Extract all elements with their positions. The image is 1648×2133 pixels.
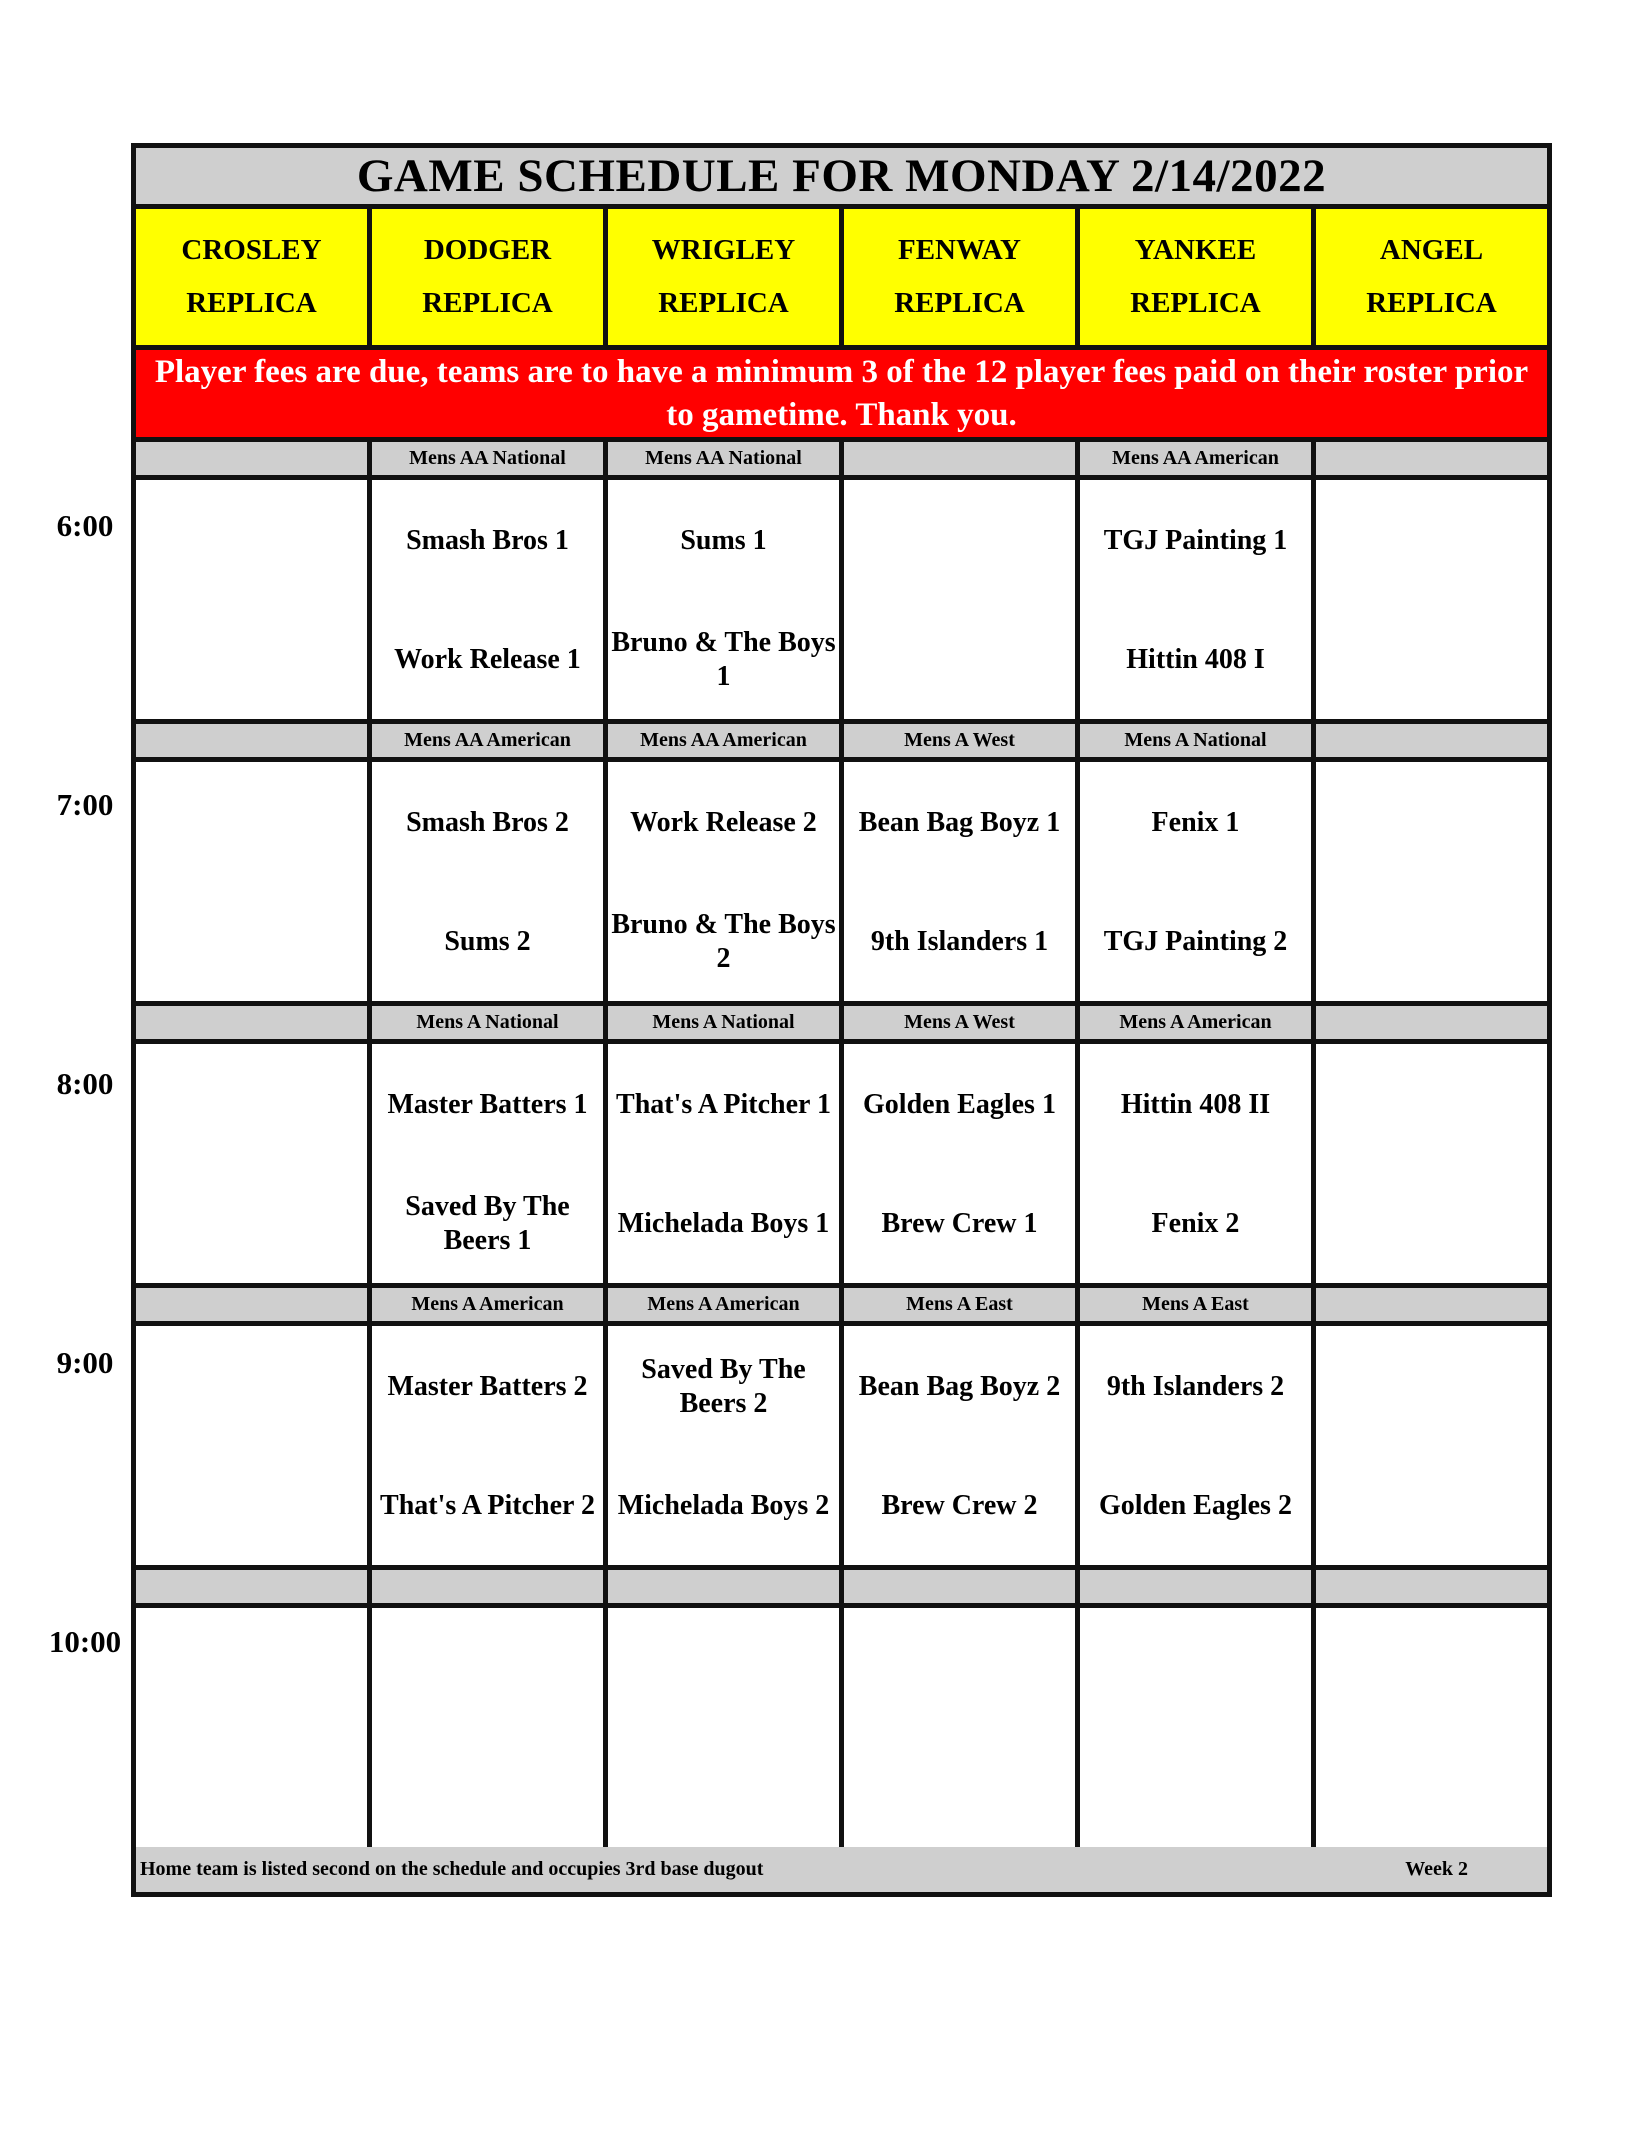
game-row (136, 762, 1547, 1006)
time-label: 6:00 (56, 508, 114, 543)
time-label: 8:00 (56, 1066, 114, 1101)
game-cell (372, 1326, 608, 1565)
away-team: Sums 1 (680, 524, 767, 556)
game-cell (372, 480, 608, 719)
division-label (1080, 1570, 1316, 1603)
game-cell (1316, 1044, 1547, 1283)
game-cell (372, 762, 608, 1001)
away-team: Smash Bros 2 (406, 806, 569, 838)
away-team: Master Batters 1 (387, 1088, 588, 1120)
game-cell (1080, 480, 1316, 719)
game-cell (844, 1044, 1080, 1283)
field-header-yankee (1080, 209, 1316, 345)
field-header-angel (1316, 209, 1547, 345)
division-label (136, 442, 372, 475)
division-label (136, 1570, 372, 1603)
division-row (136, 1570, 1547, 1608)
division-label (1316, 1006, 1547, 1039)
away-team (1316, 1326, 1547, 1447)
division-label (1316, 724, 1547, 757)
home-team (136, 1729, 367, 1847)
game-row (136, 1044, 1547, 1288)
game-cell (844, 762, 1080, 1001)
game-cell (1080, 762, 1316, 1001)
field-subtitle: REPLICA (1130, 287, 1261, 319)
field-subtitle: REPLICA (186, 287, 317, 319)
away-team: Golden Eagles 1 (863, 1088, 1056, 1120)
division-label: Mens A West (844, 1006, 1080, 1039)
game-cell (1316, 1608, 1547, 1847)
away-team: Saved By The Beers 2 (641, 1353, 806, 1419)
field-name: YANKEE (1134, 234, 1257, 266)
field-header-row (136, 209, 1547, 350)
division-label (844, 442, 1080, 475)
game-cell (136, 1608, 372, 1847)
away-team (372, 1608, 603, 1729)
division-row (136, 442, 1547, 480)
division-label: Mens AA American (608, 724, 844, 757)
home-team-note: Home team is listed second on the schedule and occupies 3rd base dugout (140, 1858, 764, 1880)
home-team: Sums 2 (444, 926, 531, 958)
game-cell (1080, 1608, 1316, 1847)
division-label: Mens A American (372, 1288, 608, 1321)
home-team: Fenix 2 (1151, 1208, 1240, 1240)
away-team: Bean Bag Boyz 2 (858, 1370, 1061, 1402)
field-name: CROSLEY (181, 234, 322, 266)
game-cell (608, 1044, 844, 1283)
away-team (136, 480, 367, 601)
game-cell (844, 1326, 1080, 1565)
home-team (1080, 1729, 1311, 1847)
home-team: Work Release 1 (394, 644, 581, 676)
game-row (136, 1608, 1547, 1847)
field-header-wrigley (608, 209, 844, 345)
fee-notice-banner: Player fees are due, teams are to have a minimum 3 of the 12 player fees paid on their roster prior to gametime. Thank you. (136, 350, 1547, 442)
week-label: Week 2 (1405, 1858, 1468, 1880)
home-team: That's A Pitcher 2 (380, 1490, 595, 1522)
division-label (1316, 442, 1547, 475)
page-title: GAME SCHEDULE FOR MONDAY 2/14/2022 (356, 150, 1327, 202)
away-team (844, 480, 1075, 601)
home-team: Brew Crew 1 (881, 1208, 1038, 1240)
title-row (136, 148, 1547, 209)
field-header-fenway (844, 209, 1080, 345)
game-row (136, 1326, 1547, 1570)
field-subtitle: REPLICA (658, 287, 789, 319)
away-team: 9th Islanders 2 (1106, 1370, 1285, 1402)
home-team: TGJ Painting 2 (1103, 926, 1288, 958)
division-label: Mens AA National (608, 442, 844, 475)
field-name: FENWAY (897, 234, 1021, 266)
away-team (136, 1326, 367, 1447)
game-cell (1316, 1326, 1547, 1565)
home-team (1316, 1447, 1547, 1565)
home-team: Brew Crew 2 (881, 1490, 1038, 1522)
division-label: Mens A National (372, 1006, 608, 1039)
division-label (136, 724, 372, 757)
field-subtitle: REPLICA (1366, 287, 1497, 319)
home-team: 9th Islanders 1 (870, 926, 1049, 958)
field-header-crosley (136, 209, 372, 345)
home-team (1316, 1165, 1547, 1283)
home-team: Bruno & The Boys 1 (611, 627, 836, 693)
home-team: Michelada Boys 2 (617, 1490, 830, 1522)
game-cell (136, 480, 372, 719)
away-team: That's A Pitcher 1 (616, 1088, 831, 1120)
game-row (136, 480, 1547, 724)
away-team: Hittin 408 II (1120, 1088, 1271, 1120)
game-cell (372, 1044, 608, 1283)
away-team (1316, 762, 1547, 883)
game-cell (608, 1326, 844, 1565)
game-cell (844, 480, 1080, 719)
game-cell (608, 480, 844, 719)
division-label: Mens A American (1080, 1006, 1316, 1039)
time-label: 10:00 (48, 1624, 122, 1659)
away-team (1316, 480, 1547, 601)
home-team (1316, 1729, 1547, 1847)
division-label: Mens A East (1080, 1288, 1316, 1321)
home-team (608, 1729, 839, 1847)
away-team (1080, 1608, 1311, 1729)
game-cell (372, 1608, 608, 1847)
away-team: Bean Bag Boyz 1 (858, 806, 1061, 838)
home-team: Hittin 408 I (1126, 644, 1265, 676)
division-label: Mens A American (608, 1288, 844, 1321)
home-team (844, 601, 1075, 719)
home-team: Golden Eagles 2 (1099, 1490, 1292, 1522)
field-name: ANGEL (1379, 234, 1484, 266)
home-team (844, 1729, 1075, 1847)
division-row (136, 1006, 1547, 1044)
game-cell (1080, 1326, 1316, 1565)
division-label: Mens A West (844, 724, 1080, 757)
division-label (372, 1570, 608, 1603)
division-label (136, 1288, 372, 1321)
division-label: Mens A National (1080, 724, 1316, 757)
home-team: Saved By The Beers 1 (405, 1191, 570, 1257)
away-team: Fenix 1 (1151, 806, 1240, 838)
game-cell (136, 762, 372, 1001)
field-subtitle: REPLICA (894, 287, 1025, 319)
home-team (1316, 883, 1547, 1001)
game-cell (1080, 1044, 1316, 1283)
division-label: Mens AA American (372, 724, 608, 757)
home-team: Bruno & The Boys 2 (611, 909, 836, 975)
game-cell (608, 1608, 844, 1847)
away-team (1316, 1608, 1547, 1729)
division-row (136, 1288, 1547, 1326)
home-team (136, 883, 367, 1001)
field-name: WRIGLEY (651, 234, 796, 266)
away-team: TGJ Painting 1 (1103, 524, 1288, 556)
game-cell (136, 1326, 372, 1565)
home-team (136, 1447, 367, 1565)
home-team (1316, 601, 1547, 719)
away-team: Work Release 2 (630, 806, 817, 838)
time-slots (136, 442, 1547, 1847)
field-name: DODGER (423, 234, 552, 266)
home-team (136, 1165, 367, 1283)
away-team (136, 1044, 367, 1165)
division-label (844, 1570, 1080, 1603)
away-team: Master Batters 2 (387, 1370, 588, 1402)
home-team (136, 601, 367, 719)
away-team (136, 1608, 367, 1729)
away-team (844, 1608, 1075, 1729)
division-row (136, 724, 1547, 762)
game-cell (1316, 762, 1547, 1001)
field-subtitle: REPLICA (422, 287, 553, 319)
away-team (608, 1608, 839, 1729)
footer-row (136, 1847, 1547, 1892)
field-header-dodger (372, 209, 608, 345)
game-cell (608, 762, 844, 1001)
time-label: 7:00 (56, 787, 114, 822)
game-cell (136, 1044, 372, 1283)
division-label (136, 1006, 372, 1039)
home-team (372, 1729, 603, 1847)
time-label: 9:00 (56, 1345, 114, 1380)
division-label (608, 1570, 844, 1603)
away-team: Smash Bros 1 (406, 524, 569, 556)
away-team (136, 762, 367, 883)
division-label: Mens A East (844, 1288, 1080, 1321)
schedule-sheet (131, 143, 1552, 1897)
game-cell (844, 1608, 1080, 1847)
home-team: Michelada Boys 1 (617, 1208, 830, 1240)
division-label (1316, 1288, 1547, 1321)
division-label: Mens A National (608, 1006, 844, 1039)
division-label (1316, 1570, 1547, 1603)
away-team (1316, 1044, 1547, 1165)
game-cell (1316, 480, 1547, 719)
division-label: Mens AA American (1080, 442, 1316, 475)
division-label: Mens AA National (372, 442, 608, 475)
